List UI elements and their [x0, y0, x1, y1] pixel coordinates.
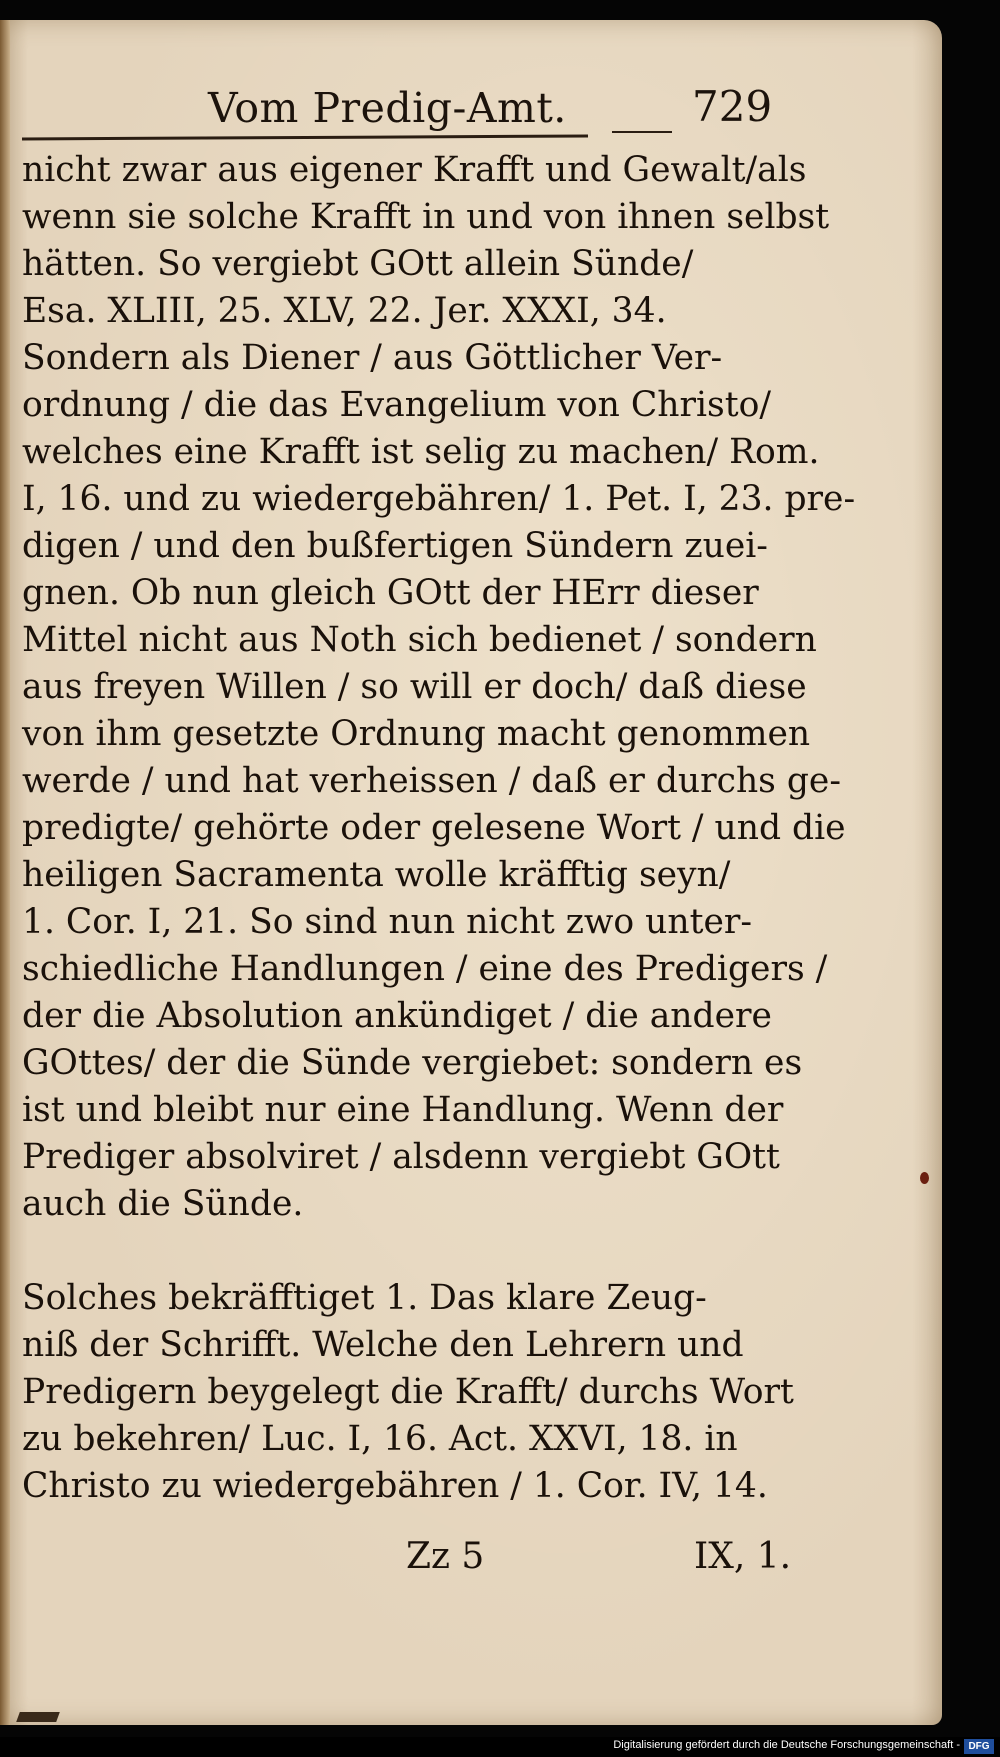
text-line: Prediger absolviret / alsdenn vergiebt GOtt [22, 1137, 780, 1177]
bottom-smudge [16, 1712, 60, 1722]
text-line: ist und bleibt nur eine Handlung. Wenn der [22, 1090, 784, 1130]
text-line: zu bekehren/ Luc. I, 16. Act. XXVI, 18. in [22, 1419, 738, 1459]
catchword: IX, 1. [694, 1536, 792, 1577]
text-line: I, 16. und zu wiedergebähren/ 1. Pet. I, 23. pre- [22, 479, 856, 519]
text-line: 1. Cor. I, 21. So sind nun nicht zwo unter- [22, 902, 753, 942]
text-line: Sondern als Diener / aus Göttlicher Ver- [22, 338, 723, 378]
signature-mark: Zz 5 [406, 1536, 485, 1577]
text-line: welches eine Krafft ist selig zu machen/ Rom. [22, 432, 820, 472]
dfg-logo-icon: DFG [964, 1739, 994, 1754]
text-line: Mittel nicht aus Noth sich bedienet / sondern [22, 620, 817, 660]
text-line: Predigern beygelegt die Krafft/ durchs Wort [22, 1372, 794, 1412]
text-line: von ihm gesetzte Ordnung macht genommen [22, 714, 811, 754]
ink-spot [920, 1172, 929, 1184]
text-line: aus freyen Willen / so will er doch/ daß diese [22, 667, 807, 707]
text-line: wenn sie solche Krafft in und von ihnen selbst [22, 197, 830, 237]
running-head: Vom Predig-Amt. [208, 84, 567, 132]
text-line: schiedliche Handlungen / eine des Predigers / [22, 949, 828, 989]
text-line: digen / und den bußfertigen Sündern zuei- [22, 526, 768, 566]
credit-bar [0, 1737, 1000, 1757]
text-line: heiligen Sacramenta wolle kräfftig seyn/ [22, 855, 731, 895]
text-line: Christo zu wiedergebähren / 1. Cor. IV, 14. [22, 1466, 768, 1506]
page-binding-edge [0, 20, 10, 1725]
page-header [20, 78, 780, 138]
text-line: GOttes/ der die Sünde vergiebet: sondern es [22, 1043, 803, 1083]
header-rule-short [612, 131, 672, 133]
text-line: hätten. So vergiebt GOtt allein Sünde/ [22, 244, 694, 284]
text-line: ordnung / die das Evangelium von Christo/ [22, 385, 771, 425]
text-line: predigte/ gehörte oder gelesene Wort / und die [22, 808, 846, 848]
text-line: nicht zwar aus eigener Krafft und Gewalt/als [22, 150, 807, 190]
text-line: Esa. XLIII, 25. XLV, 22. Jer. XXXI, 34. [22, 291, 667, 331]
text-line: gnen. Ob nun gleich GOtt der HErr dieser [22, 573, 759, 613]
text-line: Solches bekräfftiget 1. Das klare Zeug- [22, 1278, 707, 1318]
text-line: der die Absolution ankündiget / die andere [22, 996, 772, 1036]
page-number: 729 [692, 82, 773, 131]
text-line: auch die Sünde. [22, 1184, 304, 1224]
text-line: niß der Schrifft. Welche den Lehrern und [22, 1325, 744, 1365]
page-footer [22, 1536, 792, 1596]
funding-credit: Digitalisierung gefördert durch die Deutsche Forschungsgemeinschaft - [613, 1739, 960, 1751]
text-line: werde / und hat verheissen / daß er durchs ge- [22, 761, 841, 801]
